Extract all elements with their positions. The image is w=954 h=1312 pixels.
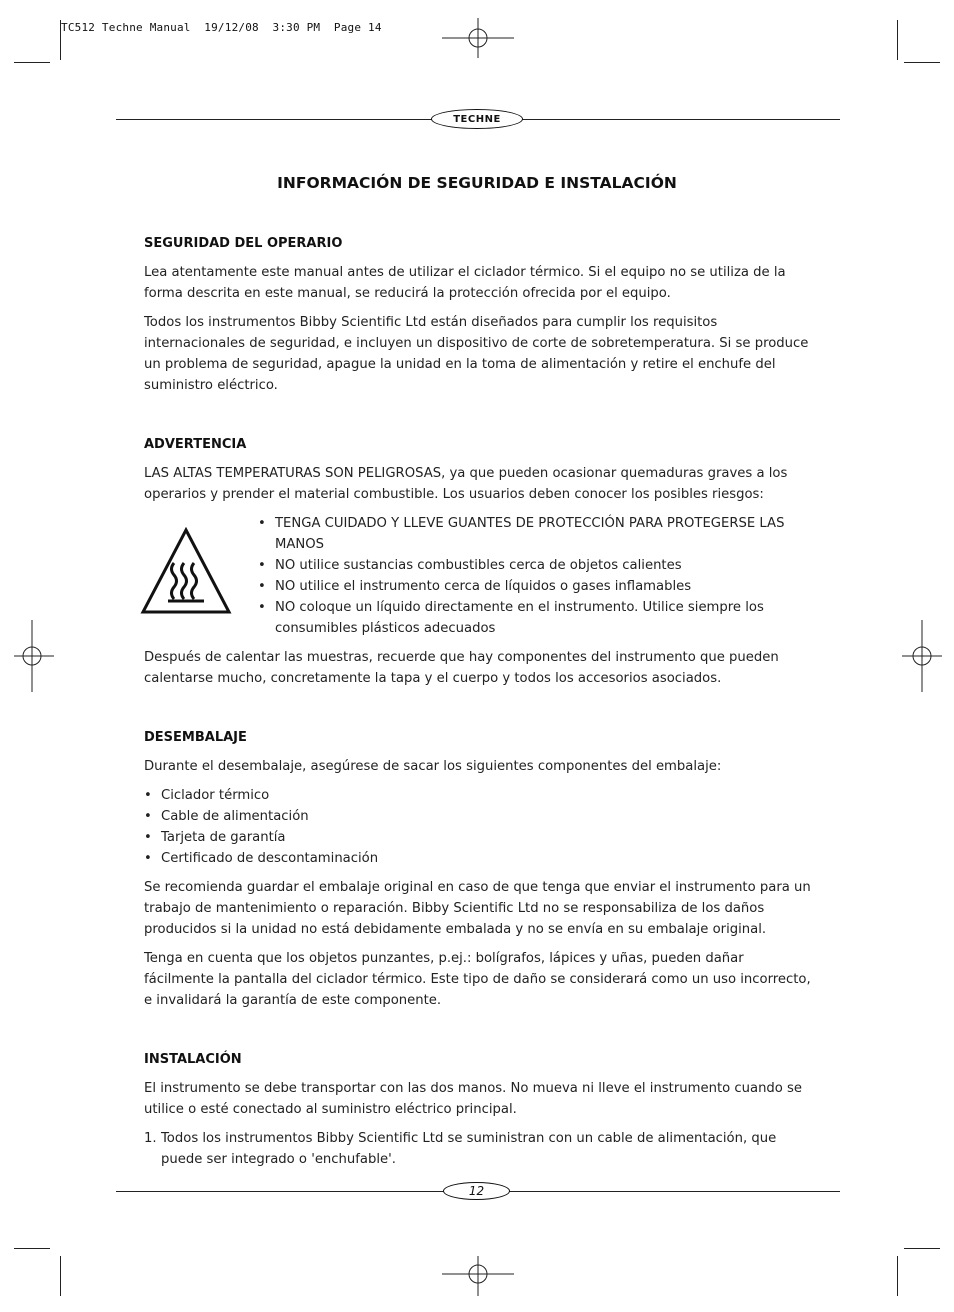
hot-surface-warning-icon bbox=[140, 527, 232, 615]
unpacking-heading: DESEMBALAJE bbox=[144, 730, 247, 745]
list-item: • NO utilice sustancias combustibles cerca de objetos calientes bbox=[258, 555, 814, 576]
techne-logo bbox=[431, 109, 523, 129]
page-title: INFORMACIÓN DE SEGURIDAD E INSTALACIÓN bbox=[277, 174, 677, 192]
registration-mark-icon bbox=[442, 1256, 514, 1296]
list-item: • Ciclador térmico bbox=[144, 785, 814, 806]
item-text: Todos los instrumentos Bibby Scientific Ltd se suministran con un cable de alimentación, que puede ser integrado o 'enchufable'. bbox=[161, 1131, 777, 1167]
unpacking-paragraph-2: Tenga en cuenta que los objetos punzantes, p.ej.: bolígrafos, lápices y uñas, pueden dañar fácilmente la pantalla del ciclador térmico. Este tipo de daño se considerará como un uso incorrecto, e invalidará la garantía de este componente. bbox=[144, 951, 811, 1008]
registration-mark-icon bbox=[442, 18, 514, 58]
list-item: • Certificado de descontaminación bbox=[144, 848, 814, 869]
installation-paragraph: El instrumento se debe transportar con las dos manos. No mueva ni lleve el instrumento cuando se utilice o esté conectado al suministro eléctrico principal. bbox=[144, 1081, 803, 1117]
operator-safety-heading: SEGURIDAD DEL OPERARIO bbox=[144, 236, 343, 251]
unpacking-intro: Durante el desembalaje, asegúrese de sacar los siguientes componentes del embalaje: bbox=[144, 759, 722, 774]
warning-intro: LAS ALTAS TEMPERATURAS SON PELIGROSAS, ya que pueden ocasionar quemaduras graves a los operarios y prender el material combustible. Los usuarios deben conocer los posibles riesgos: bbox=[144, 466, 788, 502]
list-item: • Tarjeta de garantía bbox=[144, 827, 814, 848]
registration-mark-icon bbox=[902, 620, 942, 692]
warning-after-paragraph: Después de calentar las muestras, recuerde que hay componentes del instrumento que pueden calentarse mucho, concretamente la tapa y el cuerpo y todos los accesorios asociados. bbox=[144, 650, 779, 686]
crop-mark bbox=[60, 20, 61, 60]
warning-heading: ADVERTENCIA bbox=[144, 437, 247, 452]
crop-mark bbox=[904, 62, 940, 63]
list-item: • NO coloque un líquido directamente en el instrumento. Utilice siempre los consumibles plásticos adecuados bbox=[258, 597, 814, 639]
logo-text: TECHNE bbox=[453, 113, 501, 125]
warning-list bbox=[258, 513, 814, 639]
list-item: • Cable de alimentación bbox=[144, 806, 814, 827]
print-slug: TC512 Techne Manual 19/12/08 3:30 PM Page 14 bbox=[61, 21, 382, 34]
operator-paragraph-2: Todos los instrumentos Bibby Scientific Ltd están diseñados para cumplir los requisitos internacionales de seguridad, e incluyen un dispositivo de corte de sobretemperatura. Si se produce un problema de seguridad, apague la unidad en la toma de alimentación y retire el enchufe del suministro eléctrico. bbox=[144, 315, 809, 393]
registration-mark-icon bbox=[14, 620, 54, 692]
crop-mark bbox=[14, 1248, 50, 1249]
list-item: • NO utilice el instrumento cerca de líquidos o gases inflamables bbox=[258, 576, 814, 597]
page-number-badge bbox=[443, 1182, 510, 1200]
main-content bbox=[144, 233, 814, 1170]
page-number: 12 bbox=[468, 1184, 485, 1198]
crop-mark bbox=[897, 1256, 898, 1296]
numbered-item bbox=[144, 1128, 814, 1170]
item-number: 1. bbox=[144, 1131, 157, 1146]
crop-mark bbox=[904, 1248, 940, 1249]
installation-heading: INSTALACIÓN bbox=[144, 1052, 242, 1067]
unpacking-list bbox=[144, 785, 814, 869]
warning-block bbox=[144, 513, 814, 639]
operator-paragraph-1: Lea atentamente este manual antes de utilizar el ciclador térmico. Si el equipo no se utiliza de la forma descrita en este manual, se reducirá la protección ofrecida por el equipo. bbox=[144, 265, 786, 301]
crop-mark bbox=[14, 62, 50, 63]
list-item: • TENGA CUIDADO Y LLEVE GUANTES DE PROTECCIÓN PARA PROTEGERSE LAS MANOS bbox=[258, 513, 814, 555]
crop-mark bbox=[897, 20, 898, 60]
unpacking-paragraph-1: Se recomienda guardar el embalaje original en caso de que tenga que enviar el instrumento para un trabajo de mantenimiento o reparación. Bibby Scientific Ltd no se responsabiliza de los daños producidos si la unidad no está debidamente embalada y no se envía en su embalaje original. bbox=[144, 880, 811, 937]
crop-mark bbox=[60, 1256, 61, 1296]
